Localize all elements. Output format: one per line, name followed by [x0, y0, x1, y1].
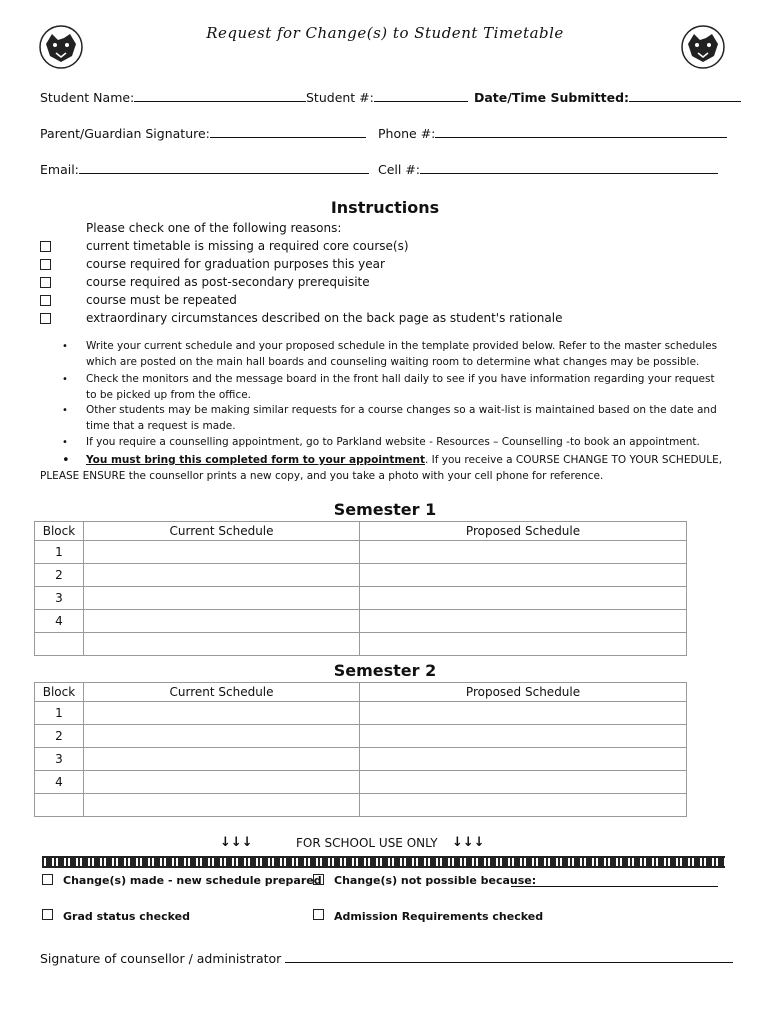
block-number: 2: [35, 725, 84, 748]
proposed-schedule-header: Proposed Schedule: [360, 522, 687, 541]
proposed-schedule-cell[interactable]: [360, 564, 687, 587]
reason-label-5: extraordinary circumstances described on the back page as student's rationale: [86, 311, 563, 325]
phone-field[interactable]: [378, 125, 727, 141]
table-row: [35, 610, 687, 633]
proposed-schedule-cell[interactable]: [360, 771, 687, 794]
email-field[interactable]: [40, 161, 369, 177]
bullet-dot: •: [62, 453, 70, 468]
student-name-field[interactable]: [40, 89, 306, 105]
student-number-field[interactable]: [306, 89, 468, 105]
block-number: 1: [35, 702, 84, 725]
counsellor-signature-field[interactable]: [40, 950, 733, 966]
phone-label: Phone #:: [378, 126, 436, 141]
counsellor-signature-label: Signature of counsellor / administrator: [40, 951, 282, 966]
instructions-heading: Instructions: [330, 198, 440, 217]
block-number: [35, 633, 84, 656]
cell-label: Cell #:: [378, 162, 421, 177]
must-bring-rest: . If you receive a COURSE CHANGE TO YOUR SCHEDULE,: [424, 454, 723, 466]
proposed-schedule-cell[interactable]: [360, 725, 687, 748]
proposed-schedule-cell[interactable]: [360, 702, 687, 725]
semester1-table: [34, 521, 687, 656]
bullet-3: Other students may be making similar requests for a course changes so a wait-list is maintained based on the date and time that a request is made.: [86, 404, 717, 432]
grad-status-label: Grad status checked: [63, 910, 190, 923]
reason-checkbox-1[interactable]: [40, 241, 51, 252]
must-bring-emphasis: You must bring this completed form to your appointment: [86, 454, 425, 466]
semester2-table: [34, 682, 687, 817]
grad-status-checkbox[interactable]: [42, 909, 53, 920]
current-schedule-cell[interactable]: [83, 564, 359, 587]
block-number: [35, 794, 84, 817]
bullet-4: If you require a counselling appointment, go to Parkland website - Resources – Counselling -to book an appointment.: [86, 436, 700, 448]
admission-checkbox[interactable]: [313, 909, 324, 920]
proposed-schedule-cell[interactable]: [360, 541, 687, 564]
proposed-schedule-cell[interactable]: [360, 633, 687, 656]
proposed-schedule-cell[interactable]: [360, 587, 687, 610]
table-row: [35, 794, 687, 817]
block-number: 2: [35, 564, 84, 587]
proposed-schedule-cell[interactable]: [360, 748, 687, 771]
must-bring-line: [86, 454, 722, 466]
block-header: Block: [35, 522, 84, 541]
bullet-2: Check the monitors and the message board in the front hall daily to see if you have information regarding your request to be picked up from the office.: [86, 373, 715, 401]
parent-signature-field[interactable]: [40, 125, 366, 141]
school-use-label: FOR SCHOOL USE ONLY: [296, 836, 438, 850]
current-schedule-cell[interactable]: [83, 794, 359, 817]
instructions-intro: Please check one of the following reasons:: [86, 221, 342, 235]
cell-field[interactable]: [378, 161, 718, 177]
decorative-border: [42, 856, 725, 868]
email-label: Email:: [40, 162, 79, 177]
table-row: [35, 564, 687, 587]
down-arrows-icon: ↓↓↓: [220, 835, 253, 850]
block-number: 4: [35, 771, 84, 794]
reason-checkbox-5[interactable]: [40, 313, 51, 324]
reason-label-3: course required as post-secondary prerequisite: [86, 275, 370, 289]
changes-made-checkbox[interactable]: [42, 874, 53, 885]
block-header: Block: [35, 683, 84, 702]
current-schedule-cell[interactable]: [83, 633, 359, 656]
reason-label-1: current timetable is missing a required core course(s): [86, 239, 409, 253]
current-schedule-cell[interactable]: [83, 748, 359, 771]
table-row: [35, 541, 687, 564]
proposed-schedule-cell[interactable]: [360, 794, 687, 817]
not-possible-checkbox[interactable]: [313, 874, 324, 885]
table-row: [35, 702, 687, 725]
reason-checkbox-4[interactable]: [40, 295, 51, 306]
block-number: 4: [35, 610, 84, 633]
current-schedule-cell[interactable]: [83, 610, 359, 633]
parent-signature-label: Parent/Guardian Signature:: [40, 126, 210, 141]
reason-label-2: course required for graduation purposes this year: [86, 257, 385, 271]
table-row: [35, 633, 687, 656]
current-schedule-header: Current Schedule: [83, 522, 359, 541]
current-schedule-cell[interactable]: [83, 725, 359, 748]
block-number: 3: [35, 587, 84, 610]
table-row: [35, 771, 687, 794]
block-number: 3: [35, 748, 84, 771]
down-arrows-icon: ↓↓↓: [452, 835, 485, 850]
reason-checkbox-2[interactable]: [40, 259, 51, 270]
bullet-1: Write your current schedule and your proposed schedule in the template provided below. Refer to the master schedules which are posted on the main hall boards and counseling waiting room to determine what changes may be possible.: [86, 340, 718, 368]
current-schedule-cell[interactable]: [83, 771, 359, 794]
reason-checkbox-3[interactable]: [40, 277, 51, 288]
not-possible-label: Change(s) not possible because:: [334, 874, 537, 887]
semester2-heading: Semester 2: [333, 661, 437, 680]
semester1-heading: Semester 1: [333, 500, 437, 519]
bullet-dot: •: [62, 341, 68, 352]
admission-label: Admission Requirements checked: [334, 910, 544, 923]
bullet-dot: •: [62, 374, 68, 385]
proposed-schedule-header: Proposed Schedule: [360, 683, 687, 702]
current-schedule-cell[interactable]: [83, 587, 359, 610]
table-row: [35, 725, 687, 748]
bullet-dot: •: [62, 405, 68, 416]
date-time-label: Date/Time Submitted:: [474, 90, 630, 105]
form-title: Request for Change(s) to Student Timetable: [206, 24, 564, 42]
current-schedule-cell[interactable]: [83, 702, 359, 725]
proposed-schedule-cell[interactable]: [360, 610, 687, 633]
table-row: [35, 748, 687, 771]
changes-made-label: Change(s) made - new schedule prepared: [63, 874, 322, 887]
table-row: [35, 587, 687, 610]
current-schedule-header: Current Schedule: [83, 683, 359, 702]
reason-label-4: course must be repeated: [86, 293, 237, 307]
current-schedule-cell[interactable]: [83, 541, 359, 564]
not-possible-reason-line[interactable]: [511, 873, 718, 887]
bullet-dot: •: [62, 437, 68, 448]
student-name-label: Student Name:: [40, 90, 135, 105]
must-bring-line-2: PLEASE ENSURE the counsellor prints a new copy, and you take a photo with your cell phone for reference.: [40, 470, 604, 482]
block-number: 1: [35, 541, 84, 564]
date-time-field[interactable]: [474, 89, 741, 105]
student-number-label: Student #:: [306, 90, 374, 105]
